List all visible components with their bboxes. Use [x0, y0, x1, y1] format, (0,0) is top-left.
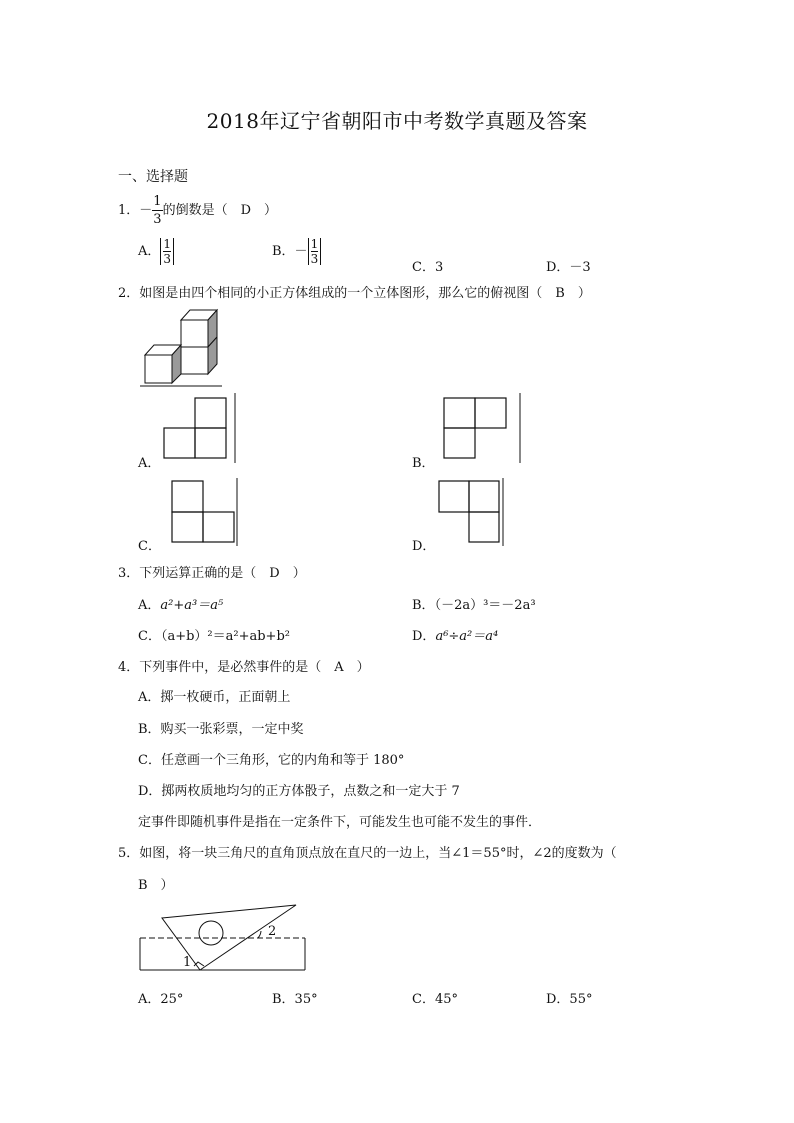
page-title: 2018年辽宁省朝阳市中考数学真题及答案 — [206, 109, 588, 133]
q2-option-d-label: D． — [412, 539, 436, 554]
q5-option-b: B．35° — [272, 992, 318, 1007]
option-label: A． — [138, 244, 161, 259]
question-3-text: 3．下列运算正确的是（ D ） — [118, 566, 306, 581]
option-expression: （－2a）³＝－2a³ — [434, 598, 536, 613]
question-5-text: 5．如图，将一块三角尺的直角顶点放在直尺的一边上，当∠1＝55°时，∠2的度数为（ — [118, 846, 617, 861]
section-heading: 一、选择题 — [118, 169, 188, 185]
angle-2-label: 2 — [268, 924, 277, 939]
question-1-text: 的倒数是（ D ） — [162, 203, 278, 218]
q2-option-a-label: A． — [138, 456, 161, 471]
q5-option-d: D．55° — [546, 992, 593, 1007]
option-expression: （a+b）²＝a²+ab+b² — [160, 629, 290, 644]
q2-option-b-label: B． — [412, 456, 435, 471]
option-label: C． — [138, 629, 161, 644]
q2-option-c-label: C． — [138, 539, 161, 554]
option-expression: a²+a³＝a⁵ — [160, 598, 224, 613]
fraction-denominator: 3 — [153, 212, 162, 227]
angle-1-label: 1 — [183, 955, 192, 970]
option-label: A． — [138, 598, 161, 613]
question-1-number: 1． — [118, 203, 140, 218]
q4-option-a: A．掷一枚硬币，正面朝上 — [138, 690, 291, 705]
q4-option-d: D．掷两枚质地均匀的正方体骰子，点数之和一定大于 7 — [138, 784, 460, 799]
question-4-text: 4．下列事件中，是必然事件的是（ A ） — [118, 660, 370, 675]
question-2-text: 2．如图是由四个相同的小正方体组成的一个立体图形，那么它的俯视图（ B ） — [118, 286, 591, 301]
q4-note: 定事件即随机事件是指在一定条件下，可能发生也可能不发生的事件． — [138, 815, 542, 830]
fraction-numerator: 1 — [310, 237, 319, 251]
fraction-denominator: 3 — [163, 252, 172, 266]
fraction-denominator: 3 — [310, 252, 319, 266]
fraction-numerator: 1 — [163, 237, 172, 251]
question-1-neg: － — [139, 203, 153, 218]
question-5-answer: B ） — [138, 878, 174, 893]
option-label: B． — [412, 598, 435, 613]
fraction-numerator: 1 — [153, 194, 162, 209]
q1-option-d: D．－3 — [546, 260, 591, 275]
option-expression: a⁶÷a²＝a⁴ — [435, 629, 499, 644]
option-label: D． — [412, 629, 436, 644]
option-label: B．－ — [272, 244, 308, 259]
q5-option-c: C．45° — [412, 992, 458, 1007]
q4-option-b: B．购买一张彩票，一定中奖 — [138, 722, 304, 737]
q5-option-a: A．25° — [138, 992, 184, 1007]
q4-option-c: C．任意画一个三角形，它的内角和等于 180° — [138, 753, 405, 768]
q1-option-c: C．3 — [412, 260, 444, 275]
